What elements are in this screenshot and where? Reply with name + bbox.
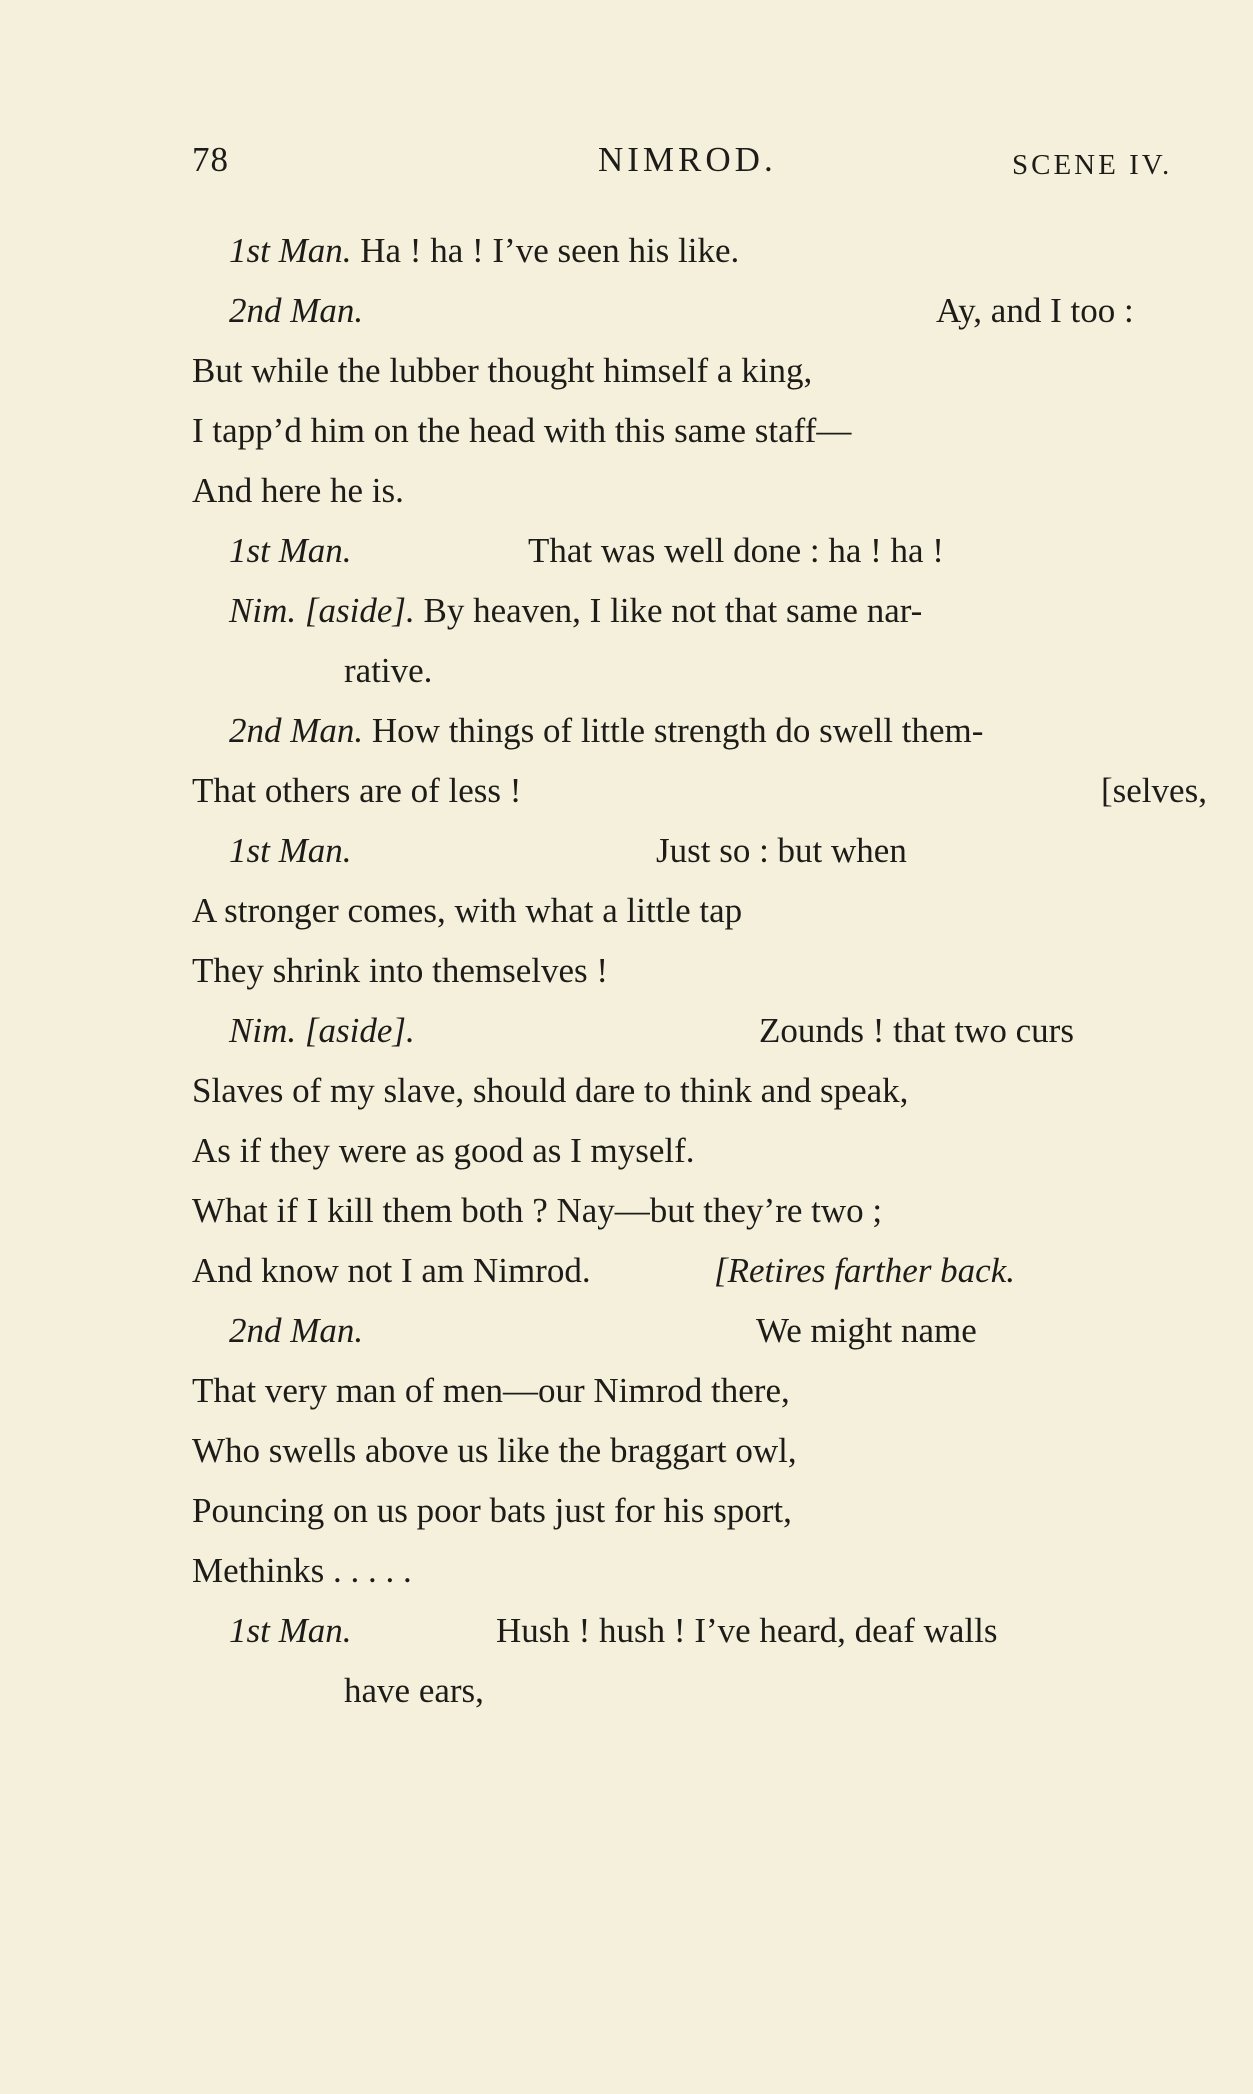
verse-line xyxy=(344,1671,484,1711)
line-text: Hush ! hush ! I’ve heard, deaf walls xyxy=(496,1611,998,1650)
verse-line xyxy=(192,411,851,451)
verse-line xyxy=(192,891,742,931)
line-text: How things of little strength do swell them- xyxy=(371,711,984,750)
speaker-name: Nim. xyxy=(229,591,297,630)
verse-line xyxy=(192,1491,792,1531)
line-text: Just so : but when xyxy=(656,831,907,870)
verse-line xyxy=(192,1431,797,1471)
stage-direction: [aside]. xyxy=(304,591,415,630)
line-text: What if I kill them both ? Nay—but they’re two ; xyxy=(192,1191,883,1230)
line-text: They shrink into themselves ! xyxy=(192,951,609,990)
verse-line xyxy=(229,1011,1179,1051)
line-text: That very man of men—our Nimrod there, xyxy=(192,1371,790,1410)
scene-heading: SCENE IV. xyxy=(1012,149,1173,181)
speaker-name: Nim. xyxy=(229,1011,297,1050)
line-text: Pouncing on us poor bats just for his sport, xyxy=(192,1491,792,1530)
speaker-name: 1st Man. xyxy=(229,531,352,570)
verse-line xyxy=(192,951,608,991)
verse-line xyxy=(229,711,983,751)
verse-line xyxy=(229,231,739,271)
line-text: have ears, xyxy=(344,1671,484,1710)
line-text: Methinks . . . . . xyxy=(192,1551,412,1590)
line-text: Who swells above us like the braggart owl, xyxy=(192,1431,797,1470)
line-text: Ay, and I too : xyxy=(936,291,1134,330)
verse-line xyxy=(192,351,812,391)
line-text: But while the lubber thought himself a king, xyxy=(192,351,813,390)
line-text: By heaven, I like not that same nar- xyxy=(423,591,923,630)
line-text: Zounds ! that two curs xyxy=(759,1011,1074,1050)
speaker-name: 1st Man. xyxy=(229,231,352,270)
line-text: That others are of less ! xyxy=(192,771,522,810)
speaker-name: 1st Man. xyxy=(229,1611,352,1650)
speaker-name: 2nd Man. xyxy=(229,291,364,330)
line-text: That was well done : ha ! ha ! xyxy=(528,531,944,570)
line-text: Ha ! ha ! I’ve seen his like. xyxy=(360,231,740,270)
verse-line xyxy=(192,1191,882,1231)
verse-line xyxy=(229,831,1029,871)
line-text: A stronger comes, with what a little tap xyxy=(192,891,743,930)
verse-line xyxy=(192,771,1207,811)
verse-line xyxy=(229,591,922,631)
verse-line xyxy=(192,1551,412,1591)
verse-line xyxy=(192,471,404,511)
verse-line xyxy=(229,1311,1079,1351)
verse-line xyxy=(192,1371,790,1411)
turnover-text: [selves, xyxy=(1101,771,1207,810)
verse-line xyxy=(229,531,1179,571)
line-text: Slaves of my slave, should dare to think and speak, xyxy=(192,1071,909,1110)
verse-line xyxy=(229,291,1209,331)
running-title: NIMROD. xyxy=(598,140,777,179)
page-number: 78 xyxy=(192,140,229,179)
verse-line xyxy=(229,1611,1229,1651)
verse-line xyxy=(192,1131,695,1171)
stage-direction: [Retires farther back. xyxy=(714,1251,1016,1290)
line-text: We might name xyxy=(756,1311,977,1350)
verse-line xyxy=(344,651,432,691)
stage-direction: [aside]. xyxy=(304,1011,415,1050)
verse-line xyxy=(192,1251,1202,1291)
line-text: And here he is. xyxy=(192,471,404,510)
speaker-name: 2nd Man. xyxy=(229,1311,364,1350)
line-text: As if they were as good as I myself. xyxy=(192,1131,695,1170)
line-text: I tapp’d him on the head with this same staff— xyxy=(192,411,852,450)
line-text: And know not I am Nimrod. xyxy=(192,1251,591,1290)
speaker-name: 1st Man. xyxy=(229,831,352,870)
speaker-name: 2nd Man. xyxy=(229,711,364,750)
line-text: rative. xyxy=(344,651,433,690)
verse-line xyxy=(192,1071,908,1111)
